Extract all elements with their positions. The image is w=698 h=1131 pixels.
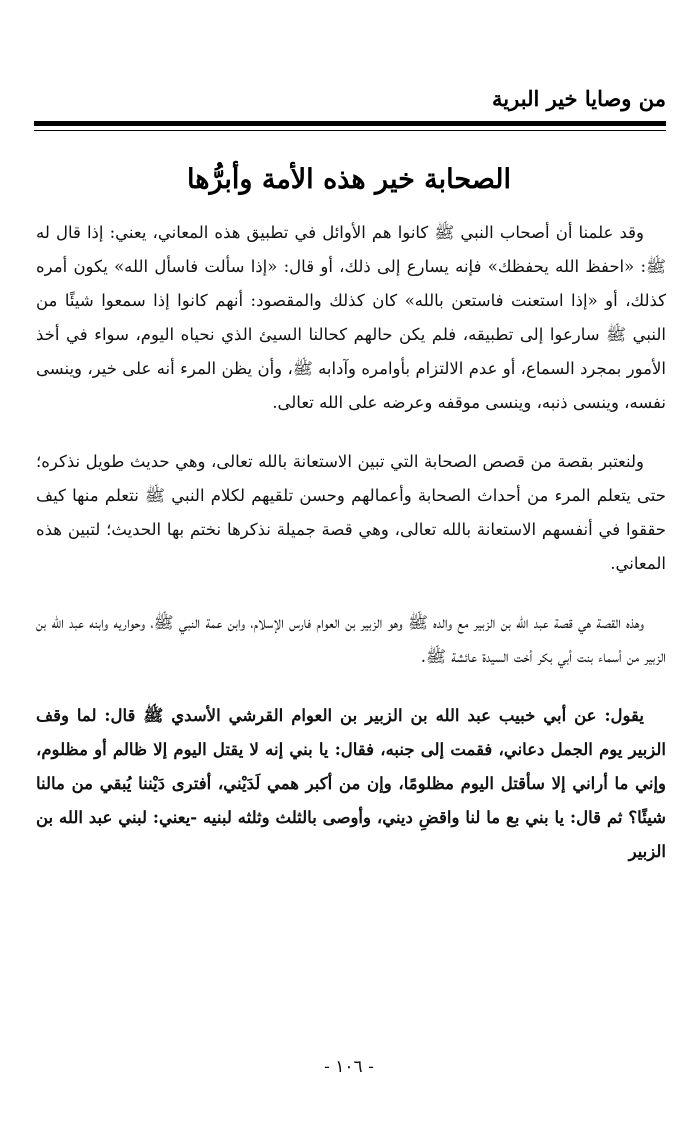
paragraph: يقول: عن أبي خبيب عبد الله بن الزبير بن العوام القرشي الأسدي ﷺ قال: لما وقف الزبير يوم الجمل دعاني، فقمت إلى جنبه، فقال: يا بني إنه لا يقتل اليوم إلا ظالم أو مظلوم، وإني ما أراني إلا سأقتل اليوم مظلومًا، وإن من أكبر همي لَدَيْني، أفترى دَيْننا يُبقي من مالنا شيئًا؟ ثم قال: يا بني بع ما لنا واقضِ ديني، وأوصى بالثلث وثلثه لبنيه -يعني: لبني عبد الله بن الزبير: [36, 706, 666, 861]
running-header: من وصايا خير البرية: [492, 86, 666, 111]
header-rule-thin: [34, 130, 666, 131]
paragraph: ولنعتبر بقصة من قصص الصحابة التي تبين الاستعانة بالله تعالى، وهي حديث طويل نذكره؛ حتى يتعلم المرء من أحداث الصحابة وأعمالهم وحسن تلقيهم لكلام النبي ﷺ نتعلم منها كيف حققوا في أنفسهم الاستعانة بالله تعالى، وهي قصة جميلة نذكرها نختم بها الحديث؛ لتبين هذه المعاني.: [36, 452, 666, 573]
header-rule-thick: [34, 121, 666, 126]
paragraph: وهذه القصة هي قصة عبد الله بن الزبير مع والده ﷺ وهو الزبير بن العوام فارس الإسلام، وابن عمة النبي ﷺ، وحواريه وابنه عبد الله بن الزبير من أسماء بنت أبي بكر أخت السيدة عائشة ﷺ.: [36, 613, 666, 666]
chapter-title: الصحابة خير هذه الأمة وأبرُّها: [187, 164, 511, 195]
paragraph: وقد علمنا أن أصحاب النبي ﷺ كانوا هم الأوائل في تطبيق هذه المعاني، يعني: إذا قال له ﷺ: «احفظ الله يحفظك» فإنه يسارع إلى ذلك، أو قال: «إذا سألت فاسأل الله» يكون أمره كذلك، أو «إذا استعنت فاستعن بالله» كان كذلك والمقصود: أنهم كانوا إذا سمعوا شيئًا من النبي ﷺ سارعوا إلى تطبيقه، فلم يكن حالهم كحالنا السيئ الذي نحياه اليوم، سواء في أخذ الأمور بمجرد السماع، أو عدم الالتزام بأوامره وآدابه ﷺ، وأن يظن المرء أنه على خير، وينسى نفسه، وينسى ذنبه، وينسى موقفه وعرضه على الله تعالى.: [36, 223, 666, 412]
page-number: - ١٠٦ -: [324, 1057, 374, 1077]
body-text: [36, 216, 666, 894]
